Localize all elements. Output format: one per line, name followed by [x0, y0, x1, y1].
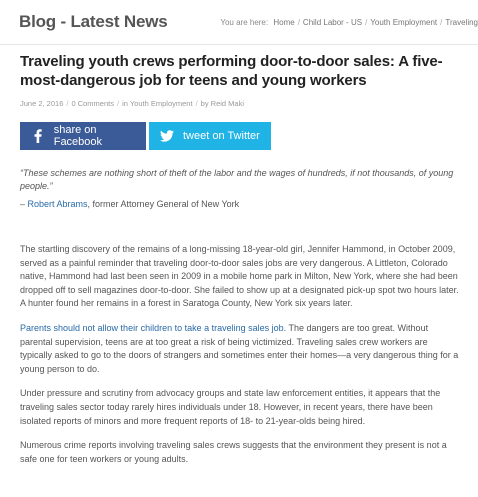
author-link[interactable]: Reid Maki — [210, 99, 245, 108]
breadcrumb-youth-employment[interactable]: Youth Employment — [370, 17, 438, 27]
comments-link[interactable]: 0 Comments — [71, 99, 114, 108]
page-header — [0, 0, 478, 45]
article — [0, 52, 478, 466]
breadcrumb: You are here: Home / Child Labor - US / Youth Employment / Traveling — [220, 17, 478, 27]
paragraph-4: Numerous crime reports involving traveling sales crews suggests that the environment they present is not a safe one for teen workers or young adults. — [20, 440, 447, 464]
share-buttons — [20, 122, 460, 150]
share-facebook-label: share on Facebook — [53, 124, 103, 148]
share-twitter-label: tweet on Twitter — [183, 130, 260, 142]
category-prefix: in — [122, 99, 128, 108]
share-facebook-button[interactable] — [20, 122, 146, 150]
category-link[interactable]: Youth Employment — [129, 99, 193, 108]
twitter-icon — [160, 129, 174, 143]
breadcrumb-child-labor[interactable]: Child Labor - US — [302, 17, 363, 27]
breadcrumb-home[interactable]: Home — [273, 17, 295, 27]
blog-title: Blog - Latest News — [19, 12, 168, 31]
attribution-link[interactable]: Robert Abrams — [27, 199, 88, 209]
inline-link[interactable]: Parents should not allow their children to take a traveling sales job. — [20, 322, 287, 333]
share-twitter-button[interactable] — [149, 122, 271, 150]
quote-attribution — [20, 199, 460, 209]
paragraph-2-text: The dangers are too great. Without parental supervision, teens are at too great a risk of being victimized. Traveling sales crew workers are typically asked to go to the doors of strangers and sometimes enter their homes—a very dangerous thing for a young person to do. — [20, 322, 459, 374]
facebook-icon — [31, 129, 45, 143]
breadcrumb-current: Traveling — [445, 17, 478, 27]
breadcrumb-prefix: You are here: — [220, 17, 269, 27]
paragraph-1: The startling discovery of the remains of a long-missing 18-year-old girl, Jennifer Hammond, in October 2009, served as a painful reminder that traveling door-to-door sales jobs are very dangerous. A Littleton, Colorado native, Hammond had last been seen in 2009 in a mobile home park in Milton, New York, where she had been dropped off to sell magazines door-to-door. She failed to show up at a designated pick-up spot two hours later. A hunter found her remains in a forest in Saratoga County, New York six years later. — [20, 244, 459, 309]
article-meta: June 2, 2016 / 0 Comments / in Youth Employment / by Reid Maki — [20, 99, 245, 108]
paragraph-3: Under pressure and scrutiny from advocacy groups and state law enforcement entities, it appears that the traveling sales sector today rarely hires individuals under 18. However, in recent years, there have been isolated reports of minors and more frequent reports of 18- to 21-year-olds being hired. — [20, 388, 441, 426]
pull-quote: “These schemes are nothing short of theft of the labor and the wages of hundreds, if not thousands, of young people.” — [20, 168, 454, 191]
article-title: Traveling youth crews performing door-to-door sales: A five-most-dangerous job for teens and young workers — [20, 53, 443, 89]
author-prefix: by — [200, 99, 209, 108]
paragraph-2 — [20, 322, 460, 376]
attribution-dash: – — [20, 199, 28, 209]
post-date: June 2, 2016 — [20, 99, 64, 108]
attribution-rest: , former Attorney General of New York — [87, 199, 240, 209]
